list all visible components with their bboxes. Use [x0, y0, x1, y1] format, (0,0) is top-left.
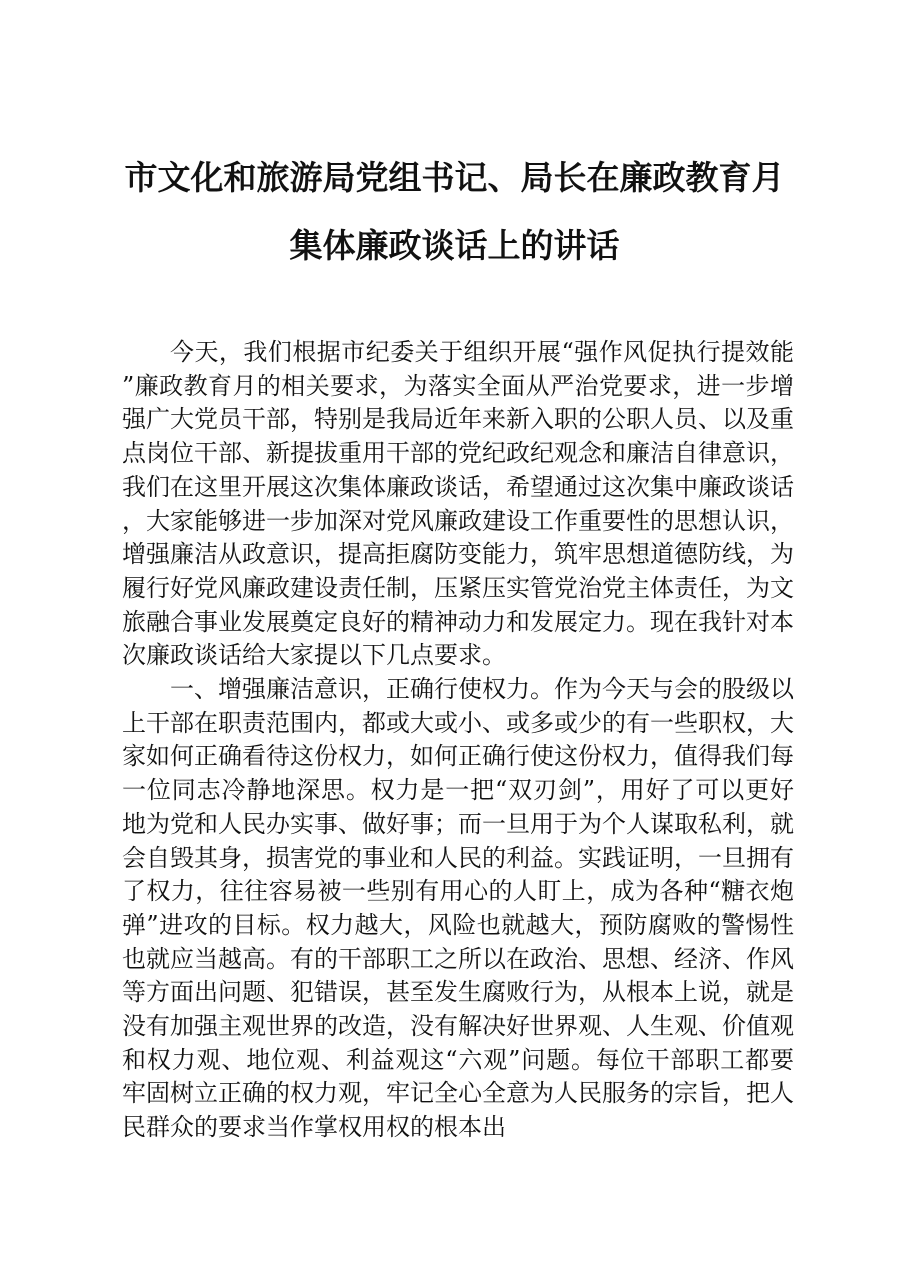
document-title: [100, 160, 809, 264]
paragraph-intro: 今天，我们根据市纪委关于组织开展“强作风促执行提效能”廉政教育月的相关要求，为落实全面从严治党要求，进一步增强广大党员干部，特别是我局近年来新入职的公职人员、以及重点岗位干部、新提拔重用干部的党纪政纪观念和廉洁自律意识，我们在这里开展这次集体廉政谈话，希望通过这次集中廉政谈话，大家能够进一步加深对党风廉政建设工作重要性的思想认识，增强廉洁从政意识，提高拒腐防变能力，筑牢思想道德防线，为履行好党风廉政建设责任制，压紧压实管党治党主体责任，为文旅融合事业发展奠定良好的精神动力和发展定力。现在我针对本次廉政谈话给大家提以下几点要求。: [122, 338, 794, 670]
paragraph-section-1: 一、增强廉洁意识，正确行使权力。作为今天与会的股级以上干部在职责范围内，都或大或小、或多或少的有一些职权，大家如何正确看待这份权力，如何正确行使这份权力，值得我们每一位同志冷静地深思。权力是一把“双刃剑”，用好了可以更好地为党和人民办实事、做好事；而一旦用于为个人谋取私利，就会自毁其身，损害党的事业和人民的利益。实践证明，一旦拥有了权力，往往容易被一些别有用心的人盯上，成为各种“糖衣炮弹”进攻的目标。权力越大，风险也就越大，预防腐败的警惕性也就应当越高。有的干部职工之所以在政治、思想、经济、作风等方面出问题、犯错误，甚至发生腐败行为，从根本上说，就是没有加强主观世界的改造，没有解决好世界观、人生观、价值观和权力观、地位观、利益观这“六观”问题。每位干部职工都要牢固树立正确的权力观，牢记全心全意为人民服务的宗旨，把人民群众的要求当作掌权用权的根本出: [122, 675, 794, 1142]
title-line-2: 集体廉政谈话上的讲话: [289, 226, 620, 265]
title-line-1: 市文化和旅游局党组书记、局长在廉政教育月: [124, 158, 785, 197]
document-body: [122, 336, 794, 1145]
